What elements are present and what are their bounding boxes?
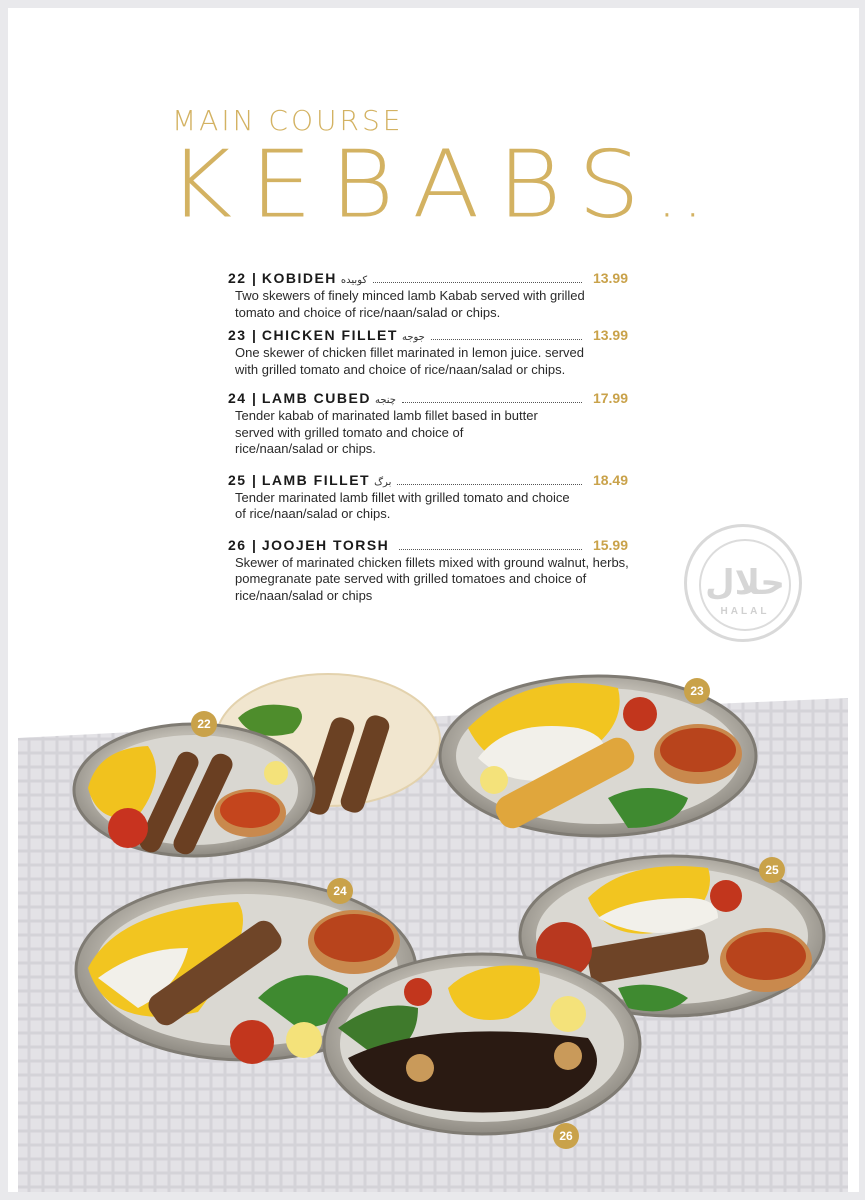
item-name: LAMB CUBED bbox=[261, 390, 371, 406]
item-description: Skewer of marinated chicken fillets mixed with ground walnut, herbs, pomegranate pate served with grilled tomatoes and choice of rice/naan/salad or chips bbox=[235, 554, 629, 603]
item-description: One skewer of chicken fillet marinated in lemon juice. served with grilled tomato and choice of rice/naan/salad or chips. bbox=[235, 345, 584, 377]
menu-item bbox=[228, 270, 628, 321]
item-number: 26 | bbox=[228, 536, 258, 553]
menu-item-header bbox=[228, 327, 628, 345]
item-number: 25 | bbox=[228, 471, 258, 488]
item-price: 13.99 bbox=[592, 270, 628, 286]
badge-22 bbox=[191, 711, 217, 737]
item-name-persian: کوبیده bbox=[340, 275, 368, 286]
halal-english-text: HALAL bbox=[720, 606, 770, 617]
menu-item bbox=[228, 537, 628, 605]
item-name-persian: چنجه bbox=[374, 395, 396, 406]
item-number: 24 | bbox=[228, 390, 258, 406]
dot-leader bbox=[402, 402, 582, 403]
plate-23 bbox=[440, 676, 756, 836]
badge-25 bbox=[759, 857, 785, 883]
menu-item bbox=[228, 472, 628, 523]
dot-leader bbox=[373, 282, 582, 283]
badge-24 bbox=[327, 878, 353, 904]
item-description: Tender kabab of marinated lamb fillet based in butter served with grilled tomato and choice of rice/naan/salad or chips. bbox=[235, 408, 538, 456]
halal-seal-ring bbox=[699, 539, 791, 631]
menu-item-header bbox=[228, 537, 628, 555]
menu-list bbox=[228, 270, 628, 614]
dot-leader bbox=[397, 484, 582, 485]
item-name: LAMB FILLET bbox=[261, 471, 371, 488]
svg-text:24: 24 bbox=[333, 884, 347, 898]
menu-item bbox=[228, 327, 628, 378]
menu-item-header bbox=[228, 390, 628, 408]
title-dots: .. bbox=[658, 167, 710, 230]
halal-seal-icon bbox=[684, 524, 802, 642]
item-number: 23 | bbox=[228, 327, 258, 343]
section-kicker: MAIN COURSE bbox=[172, 104, 404, 137]
menu-item-header bbox=[228, 270, 628, 288]
item-name: CHICKEN FILLET bbox=[261, 327, 398, 343]
svg-text:23: 23 bbox=[690, 684, 704, 698]
badge-23 bbox=[684, 678, 710, 704]
plate-26 bbox=[324, 954, 640, 1134]
food-photo-collage bbox=[8, 648, 859, 1192]
badge-26 bbox=[553, 1123, 579, 1149]
svg-text:26: 26 bbox=[559, 1129, 573, 1143]
dot-leader bbox=[431, 339, 582, 340]
page-title bbox=[168, 130, 710, 240]
item-description: Two skewers of finely minced lamb Kabab served with grilled tomato and choice of rice/naan/salad or chips. bbox=[235, 288, 585, 320]
item-price: 18.49 bbox=[592, 471, 628, 488]
item-name: KOBIDEH bbox=[261, 270, 337, 286]
item-number: 22 | bbox=[228, 270, 258, 286]
dot-leader bbox=[399, 549, 582, 550]
menu-item-header bbox=[228, 472, 628, 490]
item-price: 15.99 bbox=[592, 536, 628, 553]
item-price: 17.99 bbox=[592, 390, 628, 406]
title-text: KEBABS bbox=[168, 130, 659, 240]
menu-item bbox=[228, 390, 628, 458]
svg-text:22: 22 bbox=[197, 717, 211, 731]
item-name: JOOJEH TORSH bbox=[261, 536, 390, 553]
plate-22 bbox=[74, 724, 314, 858]
item-price: 13.99 bbox=[592, 327, 628, 343]
item-description: Tender marinated lamb fillet with grilled tomato and choice of rice/naan/salad or chips. bbox=[235, 489, 570, 521]
halal-arabic-text: حلال bbox=[705, 563, 785, 603]
item-name-persian: جوجه bbox=[401, 332, 425, 343]
menu-page bbox=[8, 8, 859, 1192]
svg-text:25: 25 bbox=[765, 863, 779, 877]
item-name-persian: برگ bbox=[374, 476, 392, 488]
